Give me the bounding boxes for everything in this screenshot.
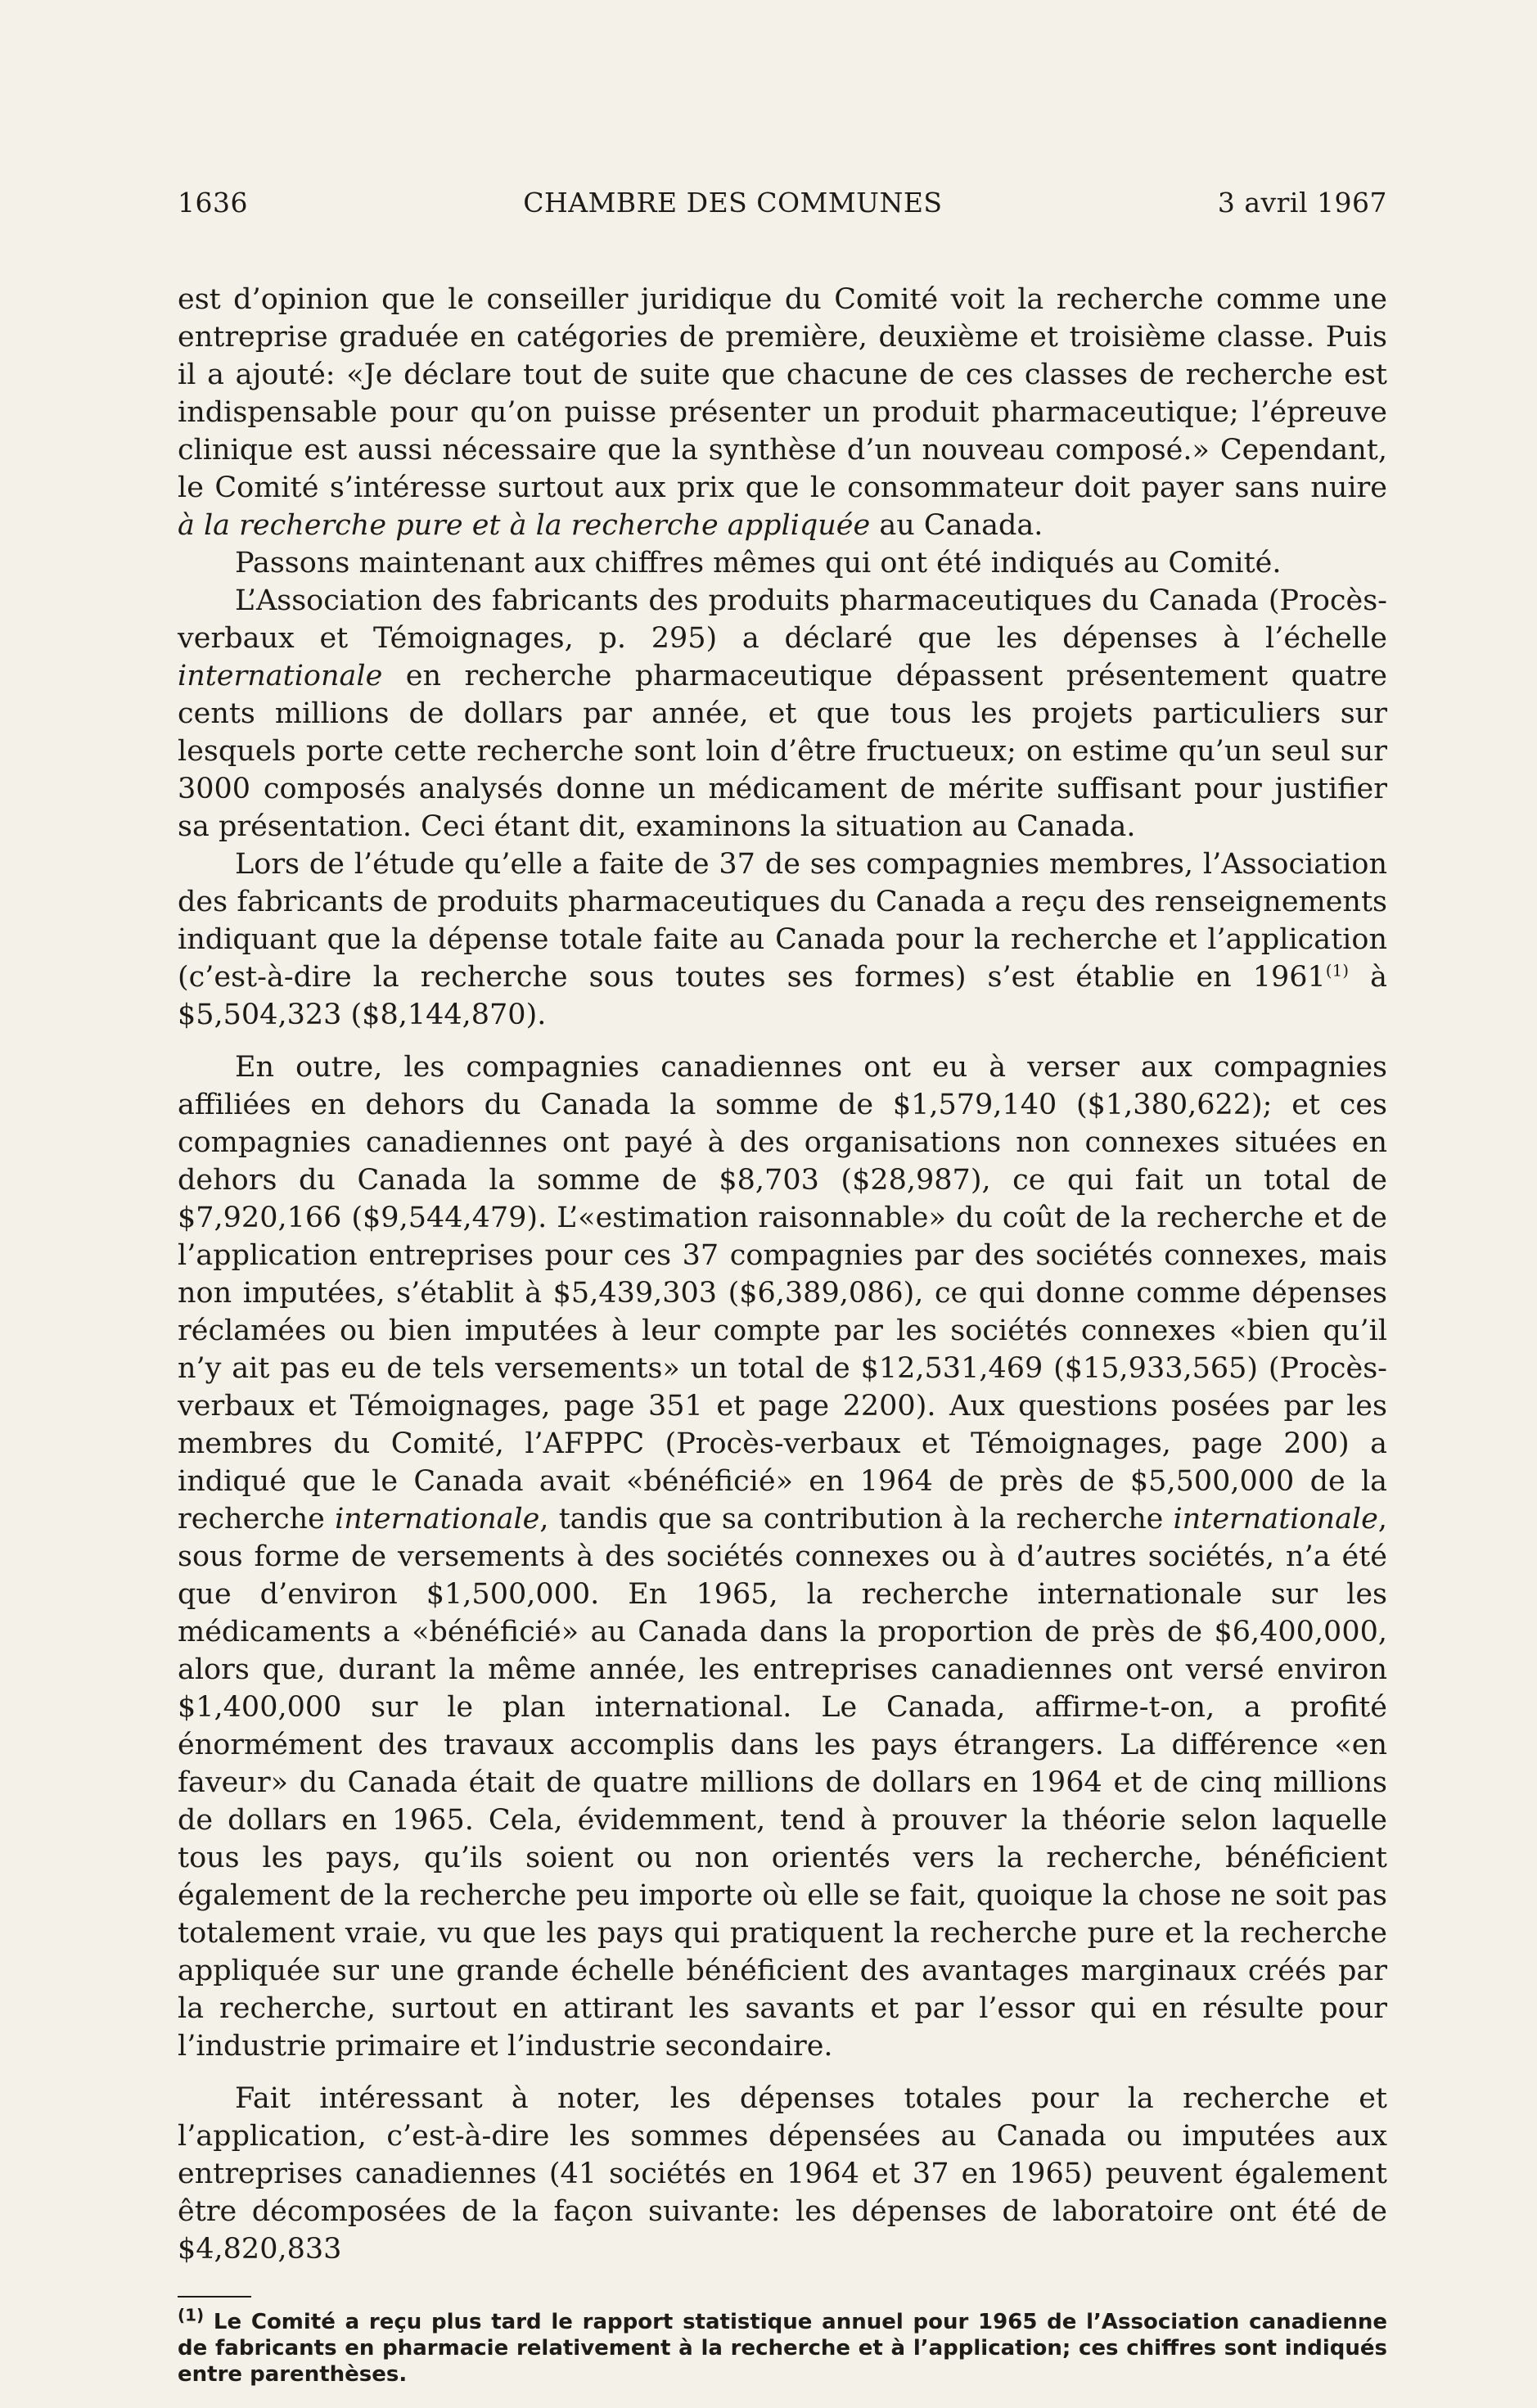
paragraph-3-text: L’Association des fabricants des produits pharmaceutiques du Canada (Procès-verbaux et Témoignages, p. 295) a déclaré que les dépenses à l’échelle <box>178 584 1387 655</box>
paragraph-1-emphasis: à la recherche pure et à la recherche appliquée <box>178 509 871 542</box>
paragraph-5-emphasis-1: internationale <box>335 1503 540 1535</box>
running-header <box>178 187 1387 219</box>
page-number: 1636 <box>178 187 248 219</box>
paragraph-2-text: Passons maintenant aux chiffres mêmes qui ont été indiqués au Comité. <box>235 547 1282 579</box>
paragraph-4-text-end: à $5,504,323 ($8,144,870). <box>178 961 1387 1031</box>
page <box>178 187 1387 2388</box>
footnote-marker: (1) <box>178 2305 205 2325</box>
footnote-1 <box>178 2305 1387 2388</box>
paragraph-1-text: est d’opinion que le conseiller juridique du Comité voit la recherche comme une entreprise graduée en catégories de première, deuxième et troisième classe. Puis il a ajouté: «Je déclare tout de suite que chacune de ces classes de recherche est indispensable pour qu’on puisse présenter un produit pharmaceutique; l’épreuve clinique est aussi nécessaire que la synthèse d’un nouveau composé.» Cependant, le Comité s’intéresse surtout aux prix que le consommateur doit payer sans nuire <box>178 283 1387 504</box>
paragraph-4-text: Lors de l’étude qu’elle a faite de 37 de ses compagnies membres, l’Association des fabricants de produits pharmaceutiques du Canada a reçu des renseignements indiquant que la dépense totale faite au Canada pour la recherche et l’application (c’est-à-dire la recherche sous toutes ses formes) s’est établie en 1961 <box>178 848 1387 994</box>
footnote-rule <box>178 2296 251 2298</box>
paragraph-3-emphasis: internationale <box>178 660 383 692</box>
footnotes <box>178 2296 1387 2388</box>
paragraph-1-text-end: au Canada. <box>870 509 1043 542</box>
paragraph-5-text-mid: , tandis que sa contribution à la recherche <box>539 1503 1174 1535</box>
footnote-text: Le Comité a reçu plus tard le rapport statistique annuel pour 1965 de l’Association canadienne de fabricants en pharmacie relativement à la recherche et à l’application; ces chiffres sont indiqués entre parenthèses. <box>178 2310 1387 2387</box>
body-text <box>178 281 1387 2268</box>
paragraph-5-text: En outre, les compagnies canadiennes ont eu à verser aux compagnies affiliées en dehors du Canada la somme de $1,579,140 ($1,380,622); et ces compagnies canadiennes ont payé à des organisations non connexes situées en dehors du Canada la somme de $8,703 ($28,987), ce qui fait un total de $7,920,166 ($9,544,479). L’«estimation raisonnable» du coût de la recherche et de l’application entreprises pour ces 37 compagnies par des sociétés connexes, mais non imputées, s’établit à $5,439,303 ($6,389,086), ce qui donne comme dépenses réclamées ou bien imputées à leur compte par les sociétés connexes «bien qu’il n’y ait pas eu de tels versements» un total de $12,531,469 ($15,933,565) (Procès-verbaux et Témoignages, page 351 et page 2200). Aux questions posées par les membres du Comité, l’AFPPC (Procès-verbaux et Témoignages, page 200) a indiqué que le Canada avait «bénéficié» en 1964 de près de $5,500,000 de la recherche <box>178 1051 1387 1535</box>
paragraph-6 <box>178 2080 1387 2268</box>
paragraph-3 <box>178 582 1387 846</box>
paragraph-5-text-end: , sous forme de versements à des sociétés connexes ou à d’autres sociétés, n’a été que d’environ $1,500,000. En 1965, la recherche internationale sur les médicaments a «bénéficié» au Canada dans la proportion de près de $6,400,000, alors que, durant la même année, les entreprises canadiennes ont versé environ $1,400,000 sur le plan international. Le Canada, affirme-t-on, a profité énormément des travaux accomplis dans les pays étrangers. La différence «en faveur» du Canada était de quatre millions de dollars en 1964 et de cinq millions de dollars en 1965. Cela, évidemment, tend à prouver la théorie selon laquelle tous les pays, qu’ils soient ou non orientés vers la recherche, bénéficient également de la recherche peu importe où elle se fait, quoique la chose ne soit pas totalement vraie, vu que les pays qui pratiquent la recherche pure et la recherche appliquée sur une grande échelle bénéficient des avantages marginaux créés par la recherche, surtout en attirant les savants et par l’essor qui en résulte pour l’industrie primaire et l’industrie secondaire. <box>178 1503 1387 2063</box>
footnote-reference[interactable]: (1) <box>1325 960 1350 981</box>
paragraph-5-emphasis-2: internationale <box>1173 1503 1378 1535</box>
page-title: CHAMBRE DES COMMUNES <box>523 187 943 219</box>
paragraph-6-text: Fait intéressant à noter, les dépenses totales pour la recherche et l’application, c’est-à-dire les sommes dépensées au Canada ou imputées aux entreprises canadiennes (41 sociétés en 1964 et 37 en 1965) peuvent également être décomposées de la façon suivante: les dépenses de laboratoire ont été de $4,820,833 <box>178 2082 1387 2266</box>
paragraph-1 <box>178 281 1387 544</box>
paragraph-2 <box>178 544 1387 582</box>
header-date: 3 avril 1967 <box>1217 187 1387 219</box>
paragraph-5 <box>178 1048 1387 2065</box>
paragraph-3-text-end: en recherche pharmaceutique dépassent présentement quatre cents millions de dollars par année, et que tous les projets particuliers sur lesquels porte cette recherche sont loin d’être fructueux; on estime qu’un seul sur 3000 composés analysés donne un médicament de mérite suffisant pour justifier sa présentation. Ceci étant dit, examinons la situation au Canada. <box>178 660 1387 843</box>
paragraph-4 <box>178 846 1387 1034</box>
